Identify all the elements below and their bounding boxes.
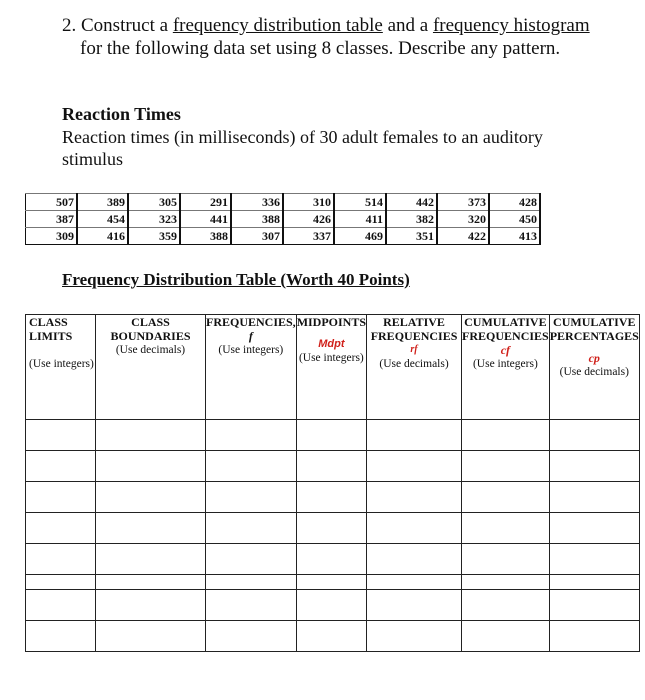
table-row — [26, 420, 640, 451]
data-cell: 388 — [231, 211, 283, 228]
entry-cell[interactable] — [206, 621, 297, 652]
data-cell: 422 — [437, 228, 489, 245]
entry-cell[interactable] — [206, 482, 297, 513]
header-midpoints — [296, 315, 366, 420]
entry-cell[interactable] — [462, 451, 550, 482]
question-number: 2. — [62, 15, 77, 36]
data-cell: 305 — [128, 194, 180, 211]
table-row — [26, 544, 640, 575]
header-title: RELATIVE FREQUENCIES — [370, 315, 458, 343]
header-symbol: f — [248, 329, 253, 343]
entry-cell[interactable] — [462, 513, 550, 544]
entry-cell[interactable] — [26, 513, 96, 544]
data-cell: 454 — [77, 211, 128, 228]
table-row — [26, 575, 640, 590]
data-cell: 441 — [180, 211, 231, 228]
entry-cell[interactable] — [549, 451, 639, 482]
entry-cell[interactable] — [206, 513, 297, 544]
table-row — [26, 590, 640, 621]
entry-cell[interactable] — [26, 621, 96, 652]
entry-cell[interactable] — [549, 590, 639, 621]
entry-cell[interactable] — [462, 544, 550, 575]
data-cell: 416 — [77, 228, 128, 245]
header-title: MIDPOINTS — [296, 315, 367, 329]
data-cell: 389 — [77, 194, 128, 211]
header-cumulative-percentages — [549, 315, 639, 420]
entry-cell[interactable] — [96, 420, 206, 451]
entry-cell[interactable] — [26, 544, 96, 575]
data-row — [26, 211, 541, 228]
question-line-2: for the following data set using 8 classes. Describe any pattern. — [80, 38, 561, 59]
data-cell: 307 — [231, 228, 283, 245]
header-note: (Use decimals) — [379, 358, 449, 370]
data-row — [26, 194, 541, 211]
header-symbol: cp — [588, 351, 600, 365]
data-cell: 411 — [334, 211, 386, 228]
entry-cell[interactable] — [296, 544, 366, 575]
entry-cell[interactable] — [96, 482, 206, 513]
header-symbol: Mdpt — [318, 338, 345, 350]
header-frequencies — [206, 315, 297, 420]
data-cell: 382 — [386, 211, 437, 228]
header-symbol: cf — [500, 343, 511, 357]
entry-cell[interactable] — [367, 420, 462, 451]
entry-cell[interactable] — [462, 590, 550, 621]
entry-cell[interactable] — [96, 544, 206, 575]
entry-cell[interactable] — [549, 513, 639, 544]
header-relative-frequencies — [367, 315, 462, 420]
entry-cell[interactable] — [206, 575, 297, 590]
data-cell: 373 — [437, 194, 489, 211]
entry-cell[interactable] — [206, 451, 297, 482]
entry-cell[interactable] — [549, 544, 639, 575]
header-title: CLASS LIMITS — [29, 315, 73, 343]
entry-cell[interactable] — [367, 513, 462, 544]
header-class-limits — [26, 315, 96, 420]
reaction-times-description: Reaction times (in milliseconds) of 30 adult females to an auditory stimulus — [62, 127, 543, 169]
header-row — [26, 315, 640, 420]
data-cell: 291 — [180, 194, 231, 211]
table-row — [26, 621, 640, 652]
header-note: (Use integers) — [218, 344, 284, 356]
data-cell: 336 — [231, 194, 283, 211]
header-note: (Use decimals) — [115, 344, 186, 356]
entry-cell[interactable] — [96, 590, 206, 621]
header-note: (Use integers) — [472, 358, 538, 370]
header-note: (Use decimals) — [559, 366, 629, 378]
header-cumulative-frequencies — [462, 315, 550, 420]
entry-cell[interactable] — [549, 482, 639, 513]
data-cell: 359 — [128, 228, 180, 245]
entry-cell[interactable] — [296, 590, 366, 621]
data-cell: 320 — [437, 211, 489, 228]
entry-cell[interactable] — [462, 482, 550, 513]
header-title: FREQUENCIES, — [206, 315, 296, 329]
entry-cell[interactable] — [206, 590, 297, 621]
entry-cell[interactable] — [367, 451, 462, 482]
header-title: CLASS BOUNDARIES — [110, 315, 191, 343]
data-cell: 469 — [334, 228, 386, 245]
data-cell: 309 — [26, 228, 78, 245]
entry-cell[interactable] — [296, 513, 366, 544]
question-text-b: and a — [387, 15, 429, 36]
entry-cell[interactable] — [462, 575, 550, 590]
data-cell: 387 — [26, 211, 78, 228]
frequency-histogram-term: frequency histogram — [432, 15, 590, 36]
entry-cell[interactable] — [296, 621, 366, 652]
question-prompt — [62, 14, 590, 60]
entry-cell[interactable] — [26, 590, 96, 621]
data-cell: 351 — [386, 228, 437, 245]
data-cell: 388 — [180, 228, 231, 245]
entry-cell[interactable] — [296, 420, 366, 451]
entry-cell[interactable] — [367, 575, 462, 590]
header-title: CUMULATIVE PERCENTAGES — [549, 315, 639, 343]
entry-cell[interactable] — [296, 482, 366, 513]
header-title: CUMULATIVE FREQUENCIES — [462, 315, 549, 343]
entry-cell[interactable] — [26, 451, 96, 482]
data-cell: 514 — [334, 194, 386, 211]
data-cell: 413 — [489, 228, 540, 245]
entry-cell[interactable] — [367, 544, 462, 575]
entry-cell[interactable] — [96, 575, 206, 590]
entry-cell[interactable] — [296, 575, 366, 590]
entry-cell[interactable] — [206, 420, 297, 451]
data-cell: 310 — [283, 194, 334, 211]
header-symbol: rf — [410, 344, 418, 355]
header-class-boundaries — [96, 315, 206, 420]
entry-cell[interactable] — [96, 513, 206, 544]
data-row — [26, 228, 541, 245]
entry-cell[interactable] — [26, 482, 96, 513]
data-cell: 426 — [283, 211, 334, 228]
data-cell: 442 — [386, 194, 437, 211]
entry-cell[interactable] — [296, 451, 366, 482]
header-note: (Use integers) — [29, 358, 94, 370]
frequency-distribution-table — [25, 314, 640, 652]
entry-cell[interactable] — [367, 590, 462, 621]
data-cell: 507 — [26, 194, 78, 211]
entry-cell[interactable] — [26, 420, 96, 451]
entry-cell[interactable] — [549, 420, 639, 451]
table-row — [26, 513, 640, 544]
data-cell: 323 — [128, 211, 180, 228]
entry-cell[interactable] — [549, 575, 639, 590]
entry-cell[interactable] — [206, 544, 297, 575]
reaction-times-heading: Reaction Times — [62, 104, 181, 124]
frequency-table-title: Frequency Distribution Table (Worth 40 Points) — [62, 270, 410, 289]
frequency-distribution-table-term: frequency distribution table — [172, 15, 383, 36]
table-row — [26, 451, 640, 482]
entry-cell[interactable] — [462, 621, 550, 652]
data-set-table — [25, 193, 541, 245]
entry-cell[interactable] — [96, 451, 206, 482]
data-cell: 450 — [489, 211, 540, 228]
entry-cell[interactable] — [549, 621, 639, 652]
entry-cell[interactable] — [462, 420, 550, 451]
data-cell: 337 — [283, 228, 334, 245]
entry-cell[interactable] — [96, 621, 206, 652]
question-text-a: Construct a — [81, 15, 169, 36]
table-row — [26, 482, 640, 513]
entry-cell[interactable] — [367, 482, 462, 513]
entry-cell[interactable] — [26, 575, 96, 590]
data-cell: 428 — [489, 194, 540, 211]
header-note: (Use integers) — [298, 352, 364, 364]
entry-cell[interactable] — [367, 621, 462, 652]
